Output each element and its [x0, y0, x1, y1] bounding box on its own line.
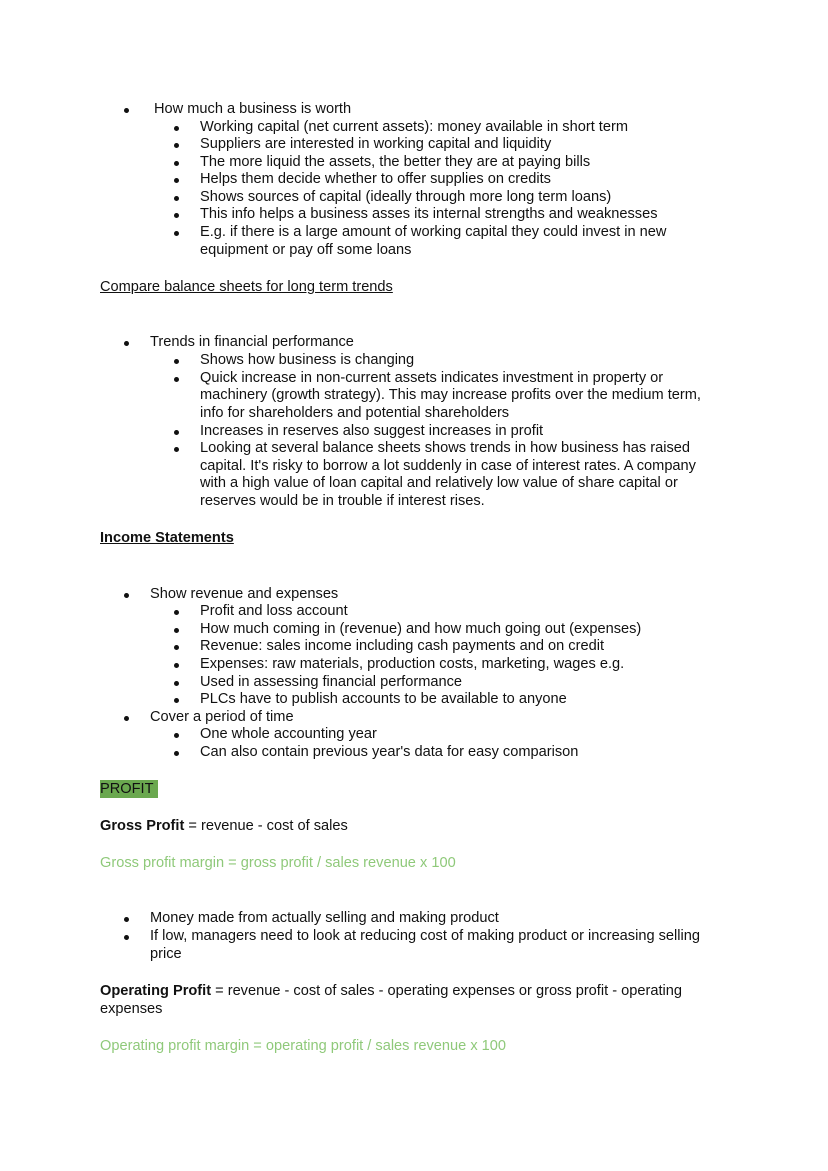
- bullet-text: Trends in financial performance: [150, 334, 354, 350]
- sub-bullet-dot: [174, 691, 179, 709]
- bullet-dot: [124, 928, 129, 946]
- sub-bullet-text: One whole accounting year: [200, 726, 377, 742]
- gross-profit-term: Gross Profit: [100, 818, 185, 834]
- sub-bullet-text: Shows sources of capital (ideally through more long term loans): [200, 189, 612, 205]
- sub-bullet-text: Profit and loss account: [200, 603, 348, 619]
- sub-bullet-dot: [174, 726, 179, 744]
- sub-bullet-dot: [174, 621, 179, 639]
- sub-bullet-text: Looking at several balance sheets shows trends in how business has raised: [200, 440, 690, 456]
- sub-bullet-dot: [174, 119, 179, 137]
- sub-bullet-dot: [174, 674, 179, 692]
- sub-bullet-text: This info helps a business asses its internal strengths and weaknesses: [200, 206, 658, 222]
- sub-bullet-text: Suppliers are interested in working capital and liquidity: [200, 136, 552, 152]
- sub-bullet-text: Expenses: raw materials, production costs, marketing, wages e.g.: [200, 656, 625, 672]
- gross-profit-margin-formula: Gross profit margin = gross profit / sales revenue x 100: [100, 855, 456, 871]
- section-heading-income-statements: Income Statements: [100, 530, 234, 546]
- sub-bullet-dot: [174, 423, 179, 441]
- bullet-dot: [124, 910, 129, 928]
- sub-bullet-text-continued: machinery (growth strategy). This may increase profits over the medium term,: [200, 387, 701, 403]
- gross-profit-definition: [100, 818, 348, 836]
- sub-bullet-text-continued: info for shareholders and potential shareholders: [200, 405, 510, 421]
- sub-bullet-text-continued: reserves would be in trouble if interest rises.: [200, 493, 485, 509]
- sub-bullet-text: PLCs have to publish accounts to be available to anyone: [200, 691, 567, 707]
- sub-bullet-text-continued: equipment or pay off some loans: [200, 242, 412, 258]
- bullet-dot: [124, 101, 129, 119]
- operating-profit-definition-continued: expenses: [100, 1001, 163, 1017]
- sub-bullet-dot: [174, 370, 179, 388]
- bullet-dot: [124, 709, 129, 727]
- sub-bullet-dot: [174, 171, 179, 189]
- sub-bullet-text: Shows how business is changing: [200, 352, 415, 368]
- sub-bullet-dot: [174, 744, 179, 762]
- bullet-text: Cover a period of time: [150, 709, 294, 725]
- sub-bullet-dot: [174, 154, 179, 172]
- sub-bullet-dot: [174, 224, 179, 242]
- bullet-text: How much a business is worth: [154, 101, 352, 117]
- bullet-text: Show revenue and expenses: [150, 586, 339, 602]
- sub-bullet-dot: [174, 136, 179, 154]
- gross-profit-equation: = revenue - cost of sales: [184, 818, 348, 834]
- sub-bullet-text: Helps them decide whether to offer supplies on credits: [200, 171, 551, 187]
- profit-label-text: PROFIT: [100, 780, 158, 798]
- bullet-dot: [124, 334, 129, 352]
- sub-bullet-text-continued: capital. It's risky to borrow a lot suddenly in case of interest rates. A company: [200, 458, 696, 474]
- sub-bullet-text: Quick increase in non-current assets indicates investment in property or: [200, 370, 664, 386]
- sub-bullet-text: The more liquid the assets, the better they are at paying bills: [200, 154, 591, 170]
- sub-bullet-text: Working capital (net current assets): money available in short term: [200, 119, 628, 135]
- bullet-text: If low, managers need to look at reducing cost of making product or increasing selling: [150, 928, 701, 944]
- sub-bullet-dot: [174, 440, 179, 458]
- sub-bullet-dot: [174, 206, 179, 224]
- sub-bullet-dot: [174, 603, 179, 621]
- sub-bullet-dot: [174, 189, 179, 207]
- sub-bullet-dot: [174, 656, 179, 674]
- operating-profit-term: Operating Profit: [100, 983, 212, 999]
- bullet-dot: [124, 586, 129, 604]
- bullet-text-continued: price: [150, 946, 182, 962]
- sub-bullet-text: Increases in reserves also suggest increases in profit: [200, 423, 544, 439]
- sub-bullet-dot: [174, 352, 179, 370]
- sub-bullet-text: Used in assessing financial performance: [200, 674, 463, 690]
- section-heading-compare: Compare balance sheets for long term trends: [100, 279, 393, 295]
- profit-highlight-label: [100, 781, 158, 799]
- sub-bullet-text: Revenue: sales income including cash payments and on credit: [200, 638, 604, 654]
- bullet-text: Money made from actually selling and making product: [150, 910, 499, 926]
- sub-bullet-text: E.g. if there is a large amount of working capital they could invest in new: [200, 224, 667, 240]
- sub-bullet-text: How much coming in (revenue) and how much going out (expenses): [200, 621, 642, 637]
- sub-bullet-text: Can also contain previous year's data for easy comparison: [200, 744, 579, 760]
- sub-bullet-text-continued: with a high value of loan capital and relatively low value of share capital or: [200, 475, 678, 491]
- operating-profit-equation: = revenue - cost of sales - operating expenses or gross profit - operating: [211, 983, 682, 999]
- operating-profit-definition: [100, 983, 682, 1001]
- sub-bullet-dot: [174, 638, 179, 656]
- operating-profit-margin-formula: Operating profit margin = operating profit / sales revenue x 100: [100, 1038, 507, 1054]
